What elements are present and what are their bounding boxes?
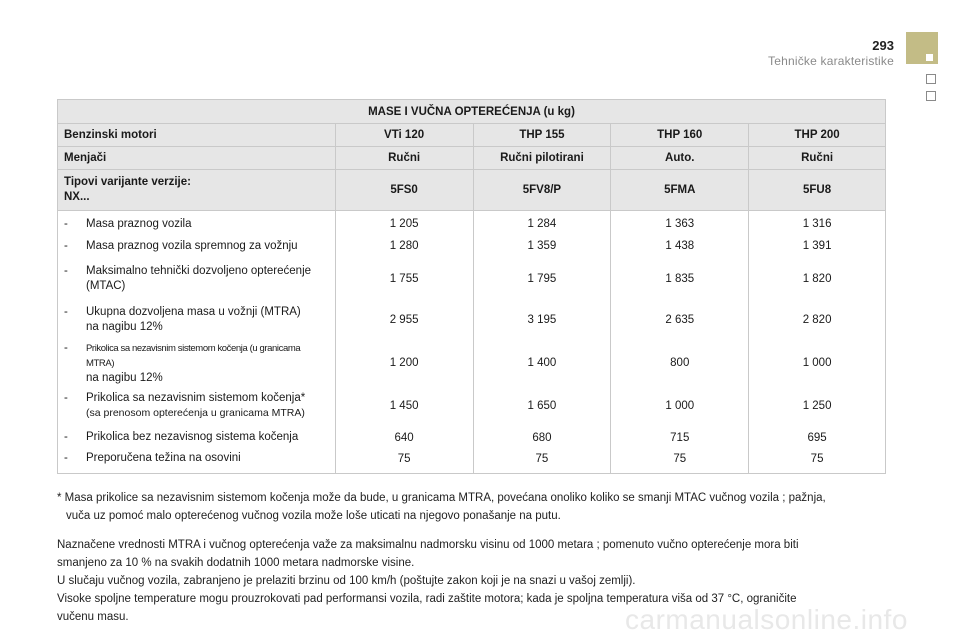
row-label (58, 259, 336, 300)
row-value: 1 755 (335, 259, 473, 300)
row-label-subtext: na nagibu 12% (86, 321, 163, 333)
row-value: 1 835 (611, 259, 749, 300)
nav-square-icon-2 (926, 91, 936, 101)
row-dash: - (64, 239, 68, 252)
row-value: 1 650 (473, 386, 611, 427)
row-value: 1 820 (749, 259, 886, 300)
row-value: 1 391 (749, 234, 886, 259)
row-value: 1 450 (335, 386, 473, 427)
footnote-line-1: * Masa prikolice sa nezavisnim sistemom kočenja može da bude, u granicama MTRA, povećana onoliko koliko se smanji MTAC vučnog vozila ; pažnja, (57, 492, 826, 504)
variant-label-line1: Tipovi varijante verzije: (64, 176, 191, 188)
row-value: 680 (473, 427, 611, 449)
row-value: 2 955 (335, 300, 473, 341)
row-label (58, 449, 336, 474)
row-label-text: Masa praznog vozila (86, 217, 192, 230)
row-value: 800 (611, 341, 749, 386)
row-label-text: Masa praznog vozila spremnog za vožnju (86, 239, 298, 252)
row-dash: - (64, 341, 68, 354)
engine-col-1: VTi 120 (335, 124, 473, 147)
row-dash: - (64, 452, 68, 465)
row-value: 75 (335, 449, 473, 474)
row-value: 640 (335, 427, 473, 449)
row-label-text: Ukupna dozvoljena masa u vožnji (MTRA) (86, 306, 301, 318)
row-dash: - (64, 217, 68, 230)
row-value: 1 000 (749, 341, 886, 386)
nav-square-icon-1 (926, 74, 936, 84)
row-value: 1 280 (335, 234, 473, 259)
variant-label (58, 170, 336, 211)
row-dash: - (64, 306, 68, 318)
row-label-text: Prikolica bez nezavisnog sistema kočenja (86, 431, 299, 443)
engine-row (58, 124, 886, 147)
row-value: 75 (473, 449, 611, 474)
table-row (58, 386, 886, 427)
engine-col-3: THP 160 (611, 124, 749, 147)
row-label-subtext: (MTAC) (86, 280, 126, 292)
watermark: carmanualsonline.info (625, 604, 908, 635)
page-number: 293 (872, 38, 894, 53)
row-label (58, 386, 336, 427)
row-dash: - (64, 392, 68, 404)
footnote (57, 489, 897, 525)
row-value: 715 (611, 427, 749, 449)
row-value: 75 (749, 449, 886, 474)
table-row (58, 341, 886, 386)
variant-label-line2: NX... (64, 191, 90, 203)
table-row (58, 259, 886, 300)
row-value: 75 (611, 449, 749, 474)
variant-row (58, 170, 886, 211)
row-value: 1 316 (749, 211, 886, 234)
engine-col-2: THP 155 (473, 124, 611, 147)
row-label (58, 211, 336, 234)
row-value: 1 438 (611, 234, 749, 259)
corner-dot (926, 54, 933, 61)
row-value: 1 205 (335, 211, 473, 234)
corner-marker-icon (906, 32, 938, 64)
row-label-text: Maksimalno tehnički dozvoljeno opterećenje (86, 265, 312, 277)
gearbox-col-4: Ručni (749, 147, 886, 170)
row-value: 1 363 (611, 211, 749, 234)
note-line: smanjeno za 10 % na svakih dodatnih 1000 metara nadmorske visine. (57, 557, 415, 569)
table-title: MASE I VUČNA OPTEREĆENJA (u kg) (58, 100, 886, 124)
row-label-subtext: (sa prenosom opterećenja u granicama MTRA) (86, 407, 305, 419)
row-value: 1 000 (611, 386, 749, 427)
row-label (58, 300, 336, 341)
row-value: 2 635 (611, 300, 749, 341)
table-row (58, 449, 886, 474)
note-line: Visoke spoljne temperature mogu prouzrokovati pad performansi vozila, radi zaštite motora; kada je spoljna temperatura viša od 37 °C, ograničite (57, 593, 797, 605)
row-label (58, 427, 336, 449)
table-title-row (58, 100, 886, 124)
row-label-subtext: na nagibu 12% (86, 371, 163, 384)
variant-col-4: 5FU8 (749, 170, 886, 211)
row-value: 1 250 (749, 386, 886, 427)
row-dash: - (64, 431, 68, 443)
row-value: 1 795 (473, 259, 611, 300)
row-value: 1 359 (473, 234, 611, 259)
variant-col-2: 5FV8/P (473, 170, 611, 211)
row-value: 2 820 (749, 300, 886, 341)
row-label-text: Preporučena težina na osovini (86, 452, 241, 465)
gearbox-col-3: Auto. (611, 147, 749, 170)
gearbox-col-1: Ručni (335, 147, 473, 170)
row-label (58, 234, 336, 259)
gearbox-row (58, 147, 886, 170)
row-dash: - (64, 265, 68, 277)
section-title: Tehničke karakteristike (768, 54, 894, 68)
row-value: 1 284 (473, 211, 611, 234)
variant-col-3: 5FMA (611, 170, 749, 211)
mass-table (57, 99, 886, 474)
row-value: 1 400 (473, 341, 611, 386)
table-row (58, 427, 886, 449)
engine-label: Benzinski motori (58, 124, 336, 147)
gearbox-label: Menjači (58, 147, 336, 170)
table-row (58, 234, 886, 259)
note-line: vučenu masu. (57, 611, 129, 623)
table-row (58, 300, 886, 341)
gearbox-col-2: Ručni pilotirani (473, 147, 611, 170)
row-value: 3 195 (473, 300, 611, 341)
row-label-text: Prikolica sa nezavisnim sistemom kočenja* (86, 392, 306, 404)
footnote-line-2: vuča uz pomoć malo opterećenog vučnog vozila može loše uticati na njegovo ponašanje na putu. (66, 510, 561, 522)
engine-col-4: THP 200 (749, 124, 886, 147)
table-row (58, 211, 886, 234)
row-value: 1 200 (335, 341, 473, 386)
variant-col-1: 5FS0 (335, 170, 473, 211)
row-label (58, 341, 336, 386)
note-line: Naznačene vrednosti MTRA i vučnog opterećenja važe za maksimalnu nadmorsku visinu od 1000 metara ; pomenuto vučno opterećenje mora biti (57, 539, 799, 551)
note-line: U slučaju vučnog vozila, zabranjeno je prelaziti brzinu od 100 km/h (poštujte zakon koji je na snazi u vašoj zemlji). (57, 575, 636, 587)
row-label-text: Prikolica sa nezavisnim sistemom kočenja (u granicama MTRA) (86, 342, 301, 369)
row-value: 695 (749, 427, 886, 449)
